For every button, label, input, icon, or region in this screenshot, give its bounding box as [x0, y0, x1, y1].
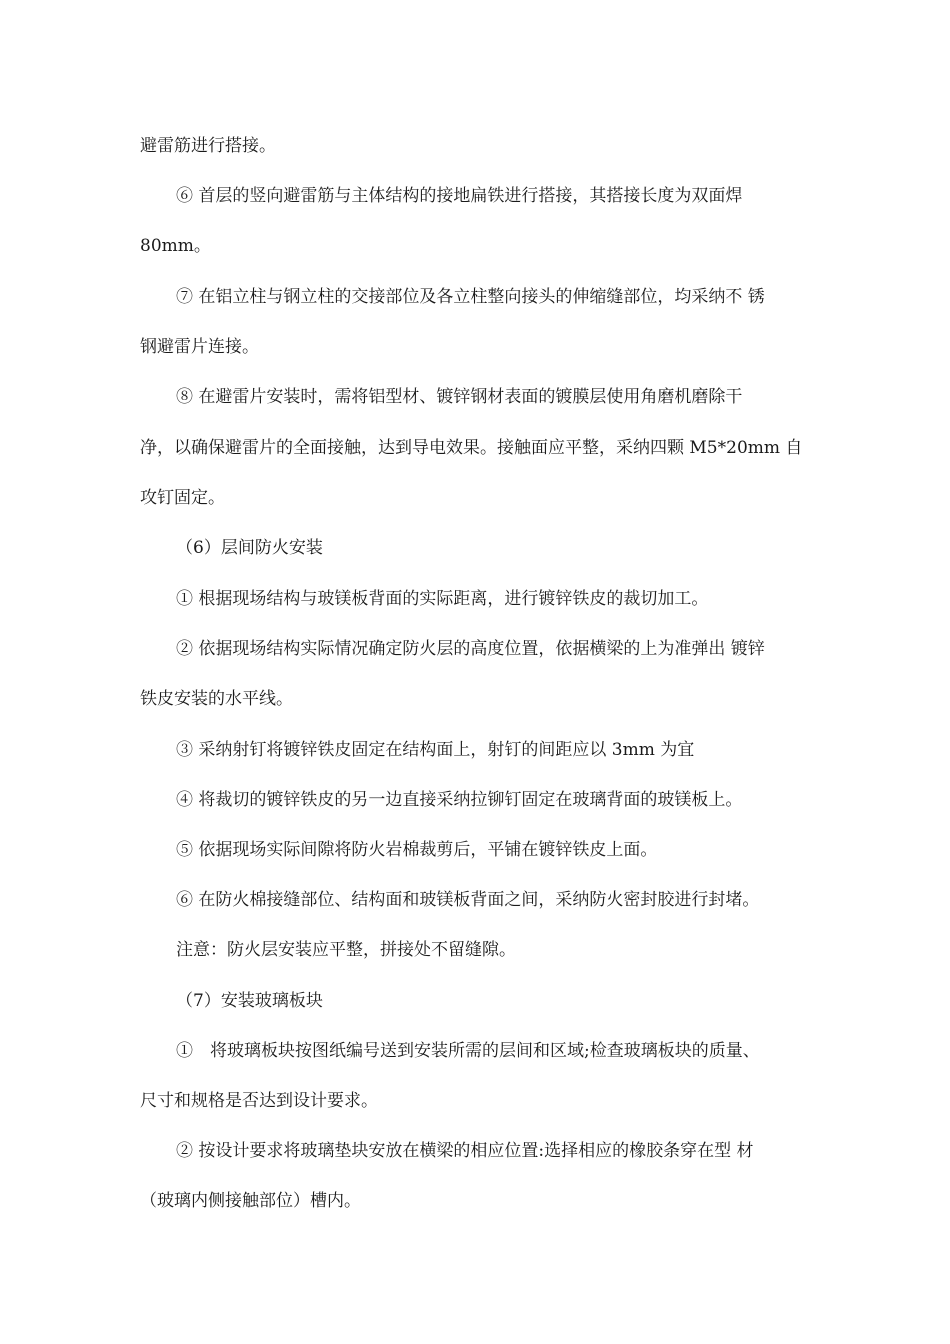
text-line: 攻钉固定。 — [140, 488, 225, 508]
text-line: ④ 将裁切的镀锌铁皮的另一边直接采纳拉铆钉固定在玻璃背面的玻镁板上。 — [176, 790, 743, 810]
text-line: 尺寸和规格是否达到设计要求。 — [140, 1091, 378, 1111]
text-line: （玻璃内侧接触部位）槽内。 — [140, 1191, 361, 1211]
text-line: ⑦ 在铝立柱与钢立柱的交接部位及各立柱整向接头的伸缩缝部位，均采纳不 锈 — [176, 287, 765, 307]
text-line: 净，以确保避雷片的全面接触，达到导电效果。接触面应平整，采纳四颗 M5*20mm 自 — [140, 438, 803, 458]
note-line: 注意：防火层安装应平整，拼接处不留缝隙。 — [176, 940, 516, 960]
section-heading: （6）层间防火安装 — [176, 538, 323, 558]
text-line: ⑤ 依据现场实际间隙将防火岩棉裁剪后，平铺在镀锌铁皮上面。 — [176, 840, 658, 860]
text-line: 铁皮安装的水平线。 — [140, 689, 293, 709]
text-line: ③ 采纳射钉将镀锌铁皮固定在结构面上，射钉的间距应以 3mm 为宜 — [176, 740, 695, 760]
text-line: 80mm。 — [140, 236, 211, 256]
section-heading: （7）安装玻璃板块 — [176, 991, 323, 1011]
text-line: ① 将玻璃板块按图纸编号送到安装所需的层间和区域;检查玻璃板块的质量、 — [176, 1041, 760, 1061]
text-line: ② 按设计要求将玻璃垫块安放在横梁的相应位置:选择相应的橡胶条穿在型 材 — [176, 1141, 754, 1161]
text-line: ① 根据现场结构与玻镁板背面的实际距离，进行镀锌铁皮的裁切加工。 — [176, 589, 709, 609]
text-line: ⑥ 在防火棉接缝部位、结构面和玻镁板背面之间，采纳防火密封胶进行封堵。 — [176, 890, 760, 910]
text-line: ⑧ 在避雷片安装时，需将铝型材、镀锌钢材表面的镀膜层使用角磨机磨除干 — [176, 387, 743, 407]
text-line: ⑥ 首层的竖向避雷筋与主体结构的接地扁铁进行搭接，其搭接长度为双面焊 — [176, 186, 743, 206]
text-line: 钢避雷片连接。 — [140, 337, 259, 357]
text-line: 避雷筋进行搭接。 — [140, 136, 276, 156]
text-line: ② 依据现场结构实际情况确定防火层的高度位置，依据横梁的上为准弹出 镀锌 — [176, 639, 765, 659]
